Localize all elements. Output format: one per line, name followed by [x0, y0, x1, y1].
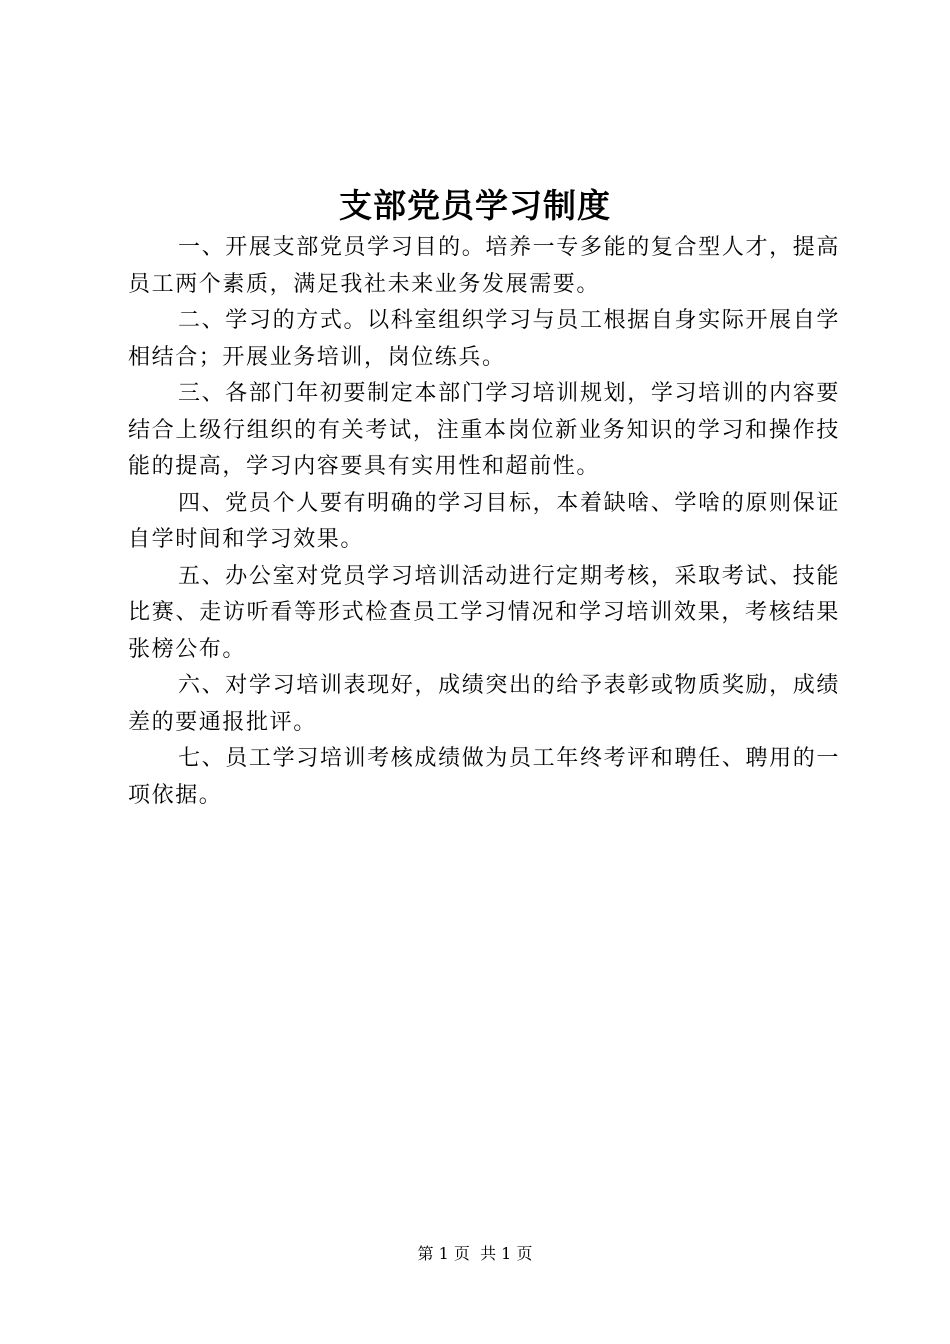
- paragraph-3: 三、各部门年初要制定本部门学习培训规划，学习培训的内容要结合上级行组织的有关考试，注重本岗位新业务知识的学习和操作技能的提高，学习内容要具有实用性和超前性。: [128, 381, 840, 479]
- paragraph-4: 四、党员个人要有明确的学习目标，本着缺啥、学啥的原则保证自学时间和学习效果。: [128, 490, 840, 552]
- paragraph-6: 六、对学习培训表现好，成绩突出的给予表彰或物质奖励，成绩差的要通报批评。: [128, 673, 840, 735]
- page-number: 第 1 页 共 1 页: [417, 1244, 533, 1263]
- document-body: [128, 230, 840, 814]
- paragraph-2: 二、学习的方式。以科室组织学习与员工根据自身实际开展自学相结合；开展业务培训，岗位练兵。: [128, 308, 840, 370]
- paragraph-7: 七、员工学习培训考核成绩做为员工年终考评和聘任、聘用的一项依据。: [128, 746, 840, 808]
- paragraph-1: 一、开展支部党员学习目的。培养一专多能的复合型人才，提高员工两个素质，满足我社未来业务发展需要。: [128, 235, 840, 297]
- paragraph-5: 五、办公室对党员学习培训活动进行定期考核，采取考试、技能比赛、走访听看等形式检查员工学习情况和学习培训效果，考核结果张榜公布。: [128, 563, 840, 662]
- page-footer: [0, 1242, 950, 1266]
- document-title: 支部党员学习制度: [339, 186, 611, 225]
